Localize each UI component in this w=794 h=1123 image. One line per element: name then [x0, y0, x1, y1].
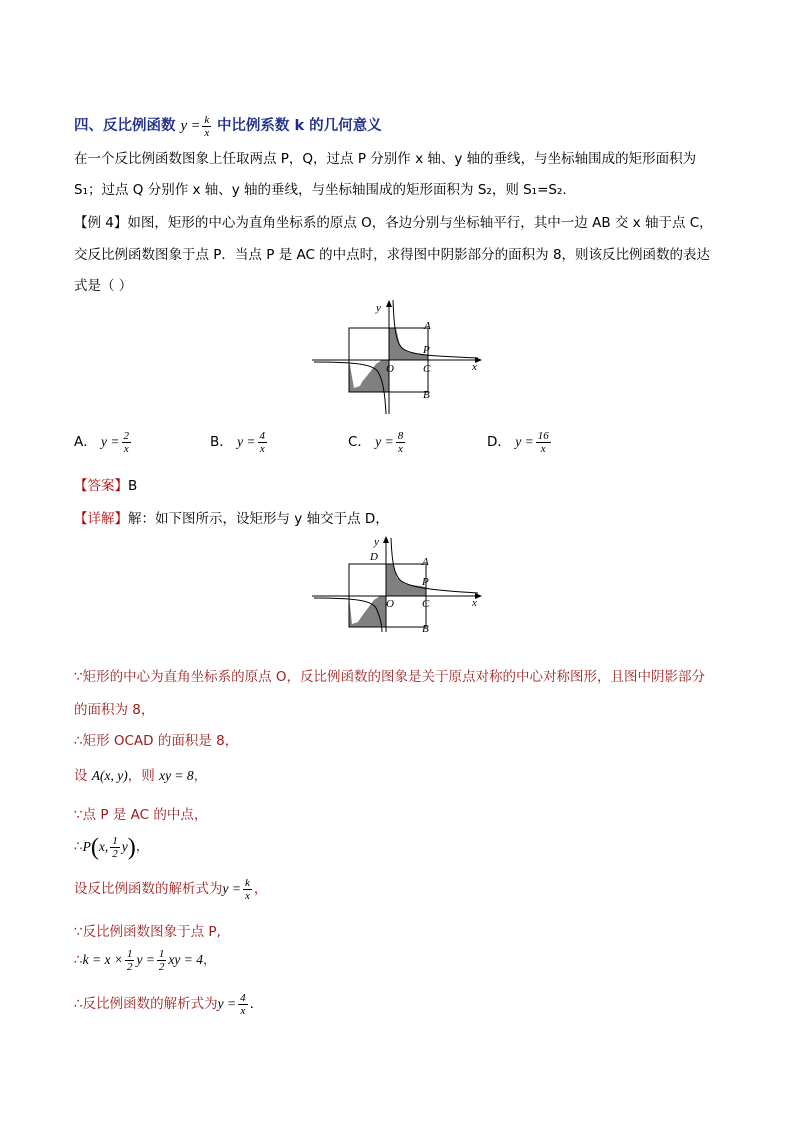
solution-line-2: ∴矩形 OCAD 的面积是 8， [74, 733, 239, 749]
example-label: 【例 4】 [74, 215, 128, 231]
detail-line: 【详解】解：如下图所示，设矩形与 y 轴交于点 D， [74, 511, 389, 527]
example-line-1: 【例 4】如图，矩形的中心为直角坐标系的原点 O，各边分别与坐标轴平行，其中一边 AB 交 x 轴于点 C， [74, 215, 713, 231]
option-c[interactable]: C． y = $\frac{8}{x}$ [348, 430, 404, 456]
label-B: B [423, 389, 430, 401]
label-P: P [422, 576, 429, 588]
figure-2 [310, 534, 490, 634]
label-O: O [386, 598, 394, 610]
heading-prefix: 四、反比例函数 [74, 118, 176, 134]
detail-label: 【详解】 [74, 511, 128, 527]
shaded-region-upper [386, 564, 426, 596]
answer-line [74, 474, 137, 494]
solution-line-1a: ∵矩形的中心为直角坐标系的原点 O，反比例函数的图象是关于原点对称的中心对称图形，且图中阴影部分 [74, 669, 706, 685]
solution-line-4: ∵点 P 是 AC 的中点， [74, 807, 208, 823]
label-D: D [370, 551, 378, 563]
label-O: O [386, 363, 394, 375]
label-A: A [422, 556, 429, 568]
intro-line-2: S₁；过点 Q 分别作 x 轴、y 轴的垂线，与坐标轴围成的矩形面积为 S₂，则 S₁=S₂. [74, 182, 567, 198]
hyperbola-branch-upper [393, 300, 478, 358]
y-axis-arrow [383, 536, 389, 543]
solution-line-6: 设反比例函数的解析式为y = $\frac{k}{x}$ ， [74, 877, 268, 903]
section-heading [74, 114, 382, 139]
solution-line-9: ∴反比例函数的解析式为y = $\frac{4}{x}$ . [74, 992, 254, 1018]
solution-line-7: ∵反比例函数图象于点 P, [74, 924, 221, 940]
label-A: A [424, 320, 431, 332]
solution-line-8: ∴k = x × $\frac{1}{2}$ y = $\frac{1}{2}$ xy = 4， [74, 948, 217, 974]
example-line-2: 交反比例函数图象于点 P．当点 P 是 AC 的中点时，求得图中阴影部分的面积为 8，则该反比例函数的表达 [74, 247, 711, 263]
label-C: C [422, 598, 430, 610]
label-y: y [376, 302, 381, 314]
shaded-region-lower [349, 596, 386, 627]
intro-line-1: 在一个反比例函数图象上任取两点 P，Q，过点 P 分别作 x 轴、y 轴的垂线，与坐标轴围成的矩形面积为 [74, 151, 697, 167]
label-P: P [423, 344, 430, 356]
answer-value: B [128, 478, 138, 494]
example-line-3: 式是（ ） [74, 278, 133, 294]
label-x: x [472, 361, 477, 373]
option-a[interactable]: A． y = $\frac{2}{x}$ [74, 430, 130, 456]
option-d[interactable]: D． y = $\frac{16}{x}$ [487, 430, 549, 456]
label-C: C [423, 363, 431, 375]
solution-line-5: ∴P(x, $\frac{1}{2}$ y)， [74, 834, 150, 860]
answer-label: 【答案】 [74, 478, 128, 494]
solution-line-1b: 的面积为 8， [74, 702, 155, 718]
heading-suffix: 中比例系数 k 的几何意义 [216, 118, 382, 134]
figure-1 [310, 298, 490, 416]
label-x: x [472, 597, 477, 609]
label-B: B [422, 623, 429, 634]
y-axis-arrow [386, 300, 392, 307]
option-b[interactable]: B． y = $\frac{4}{x}$ [210, 430, 266, 456]
solution-line-3: 设 A(x, y)，则 xy = 8， [74, 768, 208, 784]
heading-formula: y = $\frac{k}{x}$ [180, 114, 210, 140]
label-y: y [374, 536, 379, 548]
